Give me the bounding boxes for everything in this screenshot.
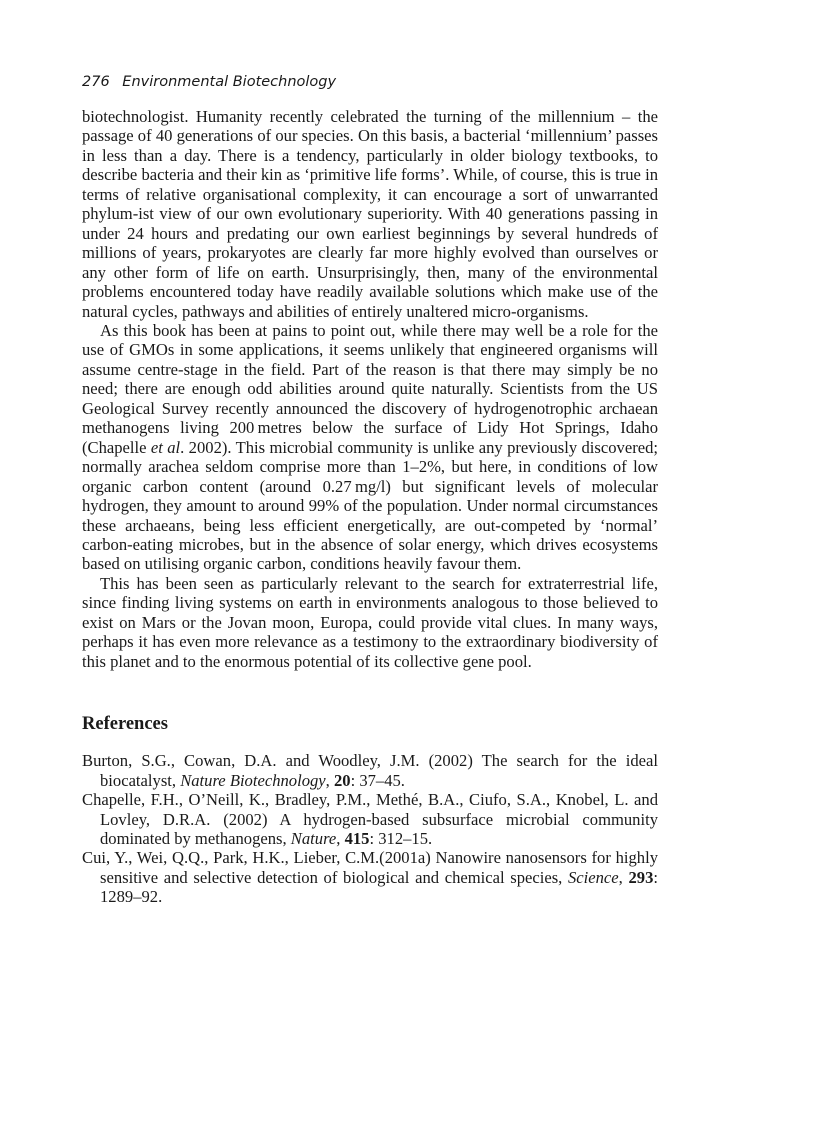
text-run: : 37–45. <box>350 770 405 790</box>
text-run: Chapelle, F.H., O’Neill, K., Bradley, P.M., Methé, B.A., Ciufo, S.A., Knobel, L. and Lovley, D.R.A. (2002) A hydrogen-based subsurface microbial community dominated by methanogens, <box>82 790 658 848</box>
text-run: Cui, Y., Wei, Q.Q., Park, H.K., Lieber, C.M.(2001a) Nanowire nanosensors for highly sensitive and selective detection of biological and chemical species, <box>82 848 658 887</box>
body-text <box>82 107 658 671</box>
bold-text: 20 <box>333 770 351 790</box>
text-run: : 1289–92. <box>100 867 659 907</box>
text-run: Burton, S.G., Cowan, D.A. and Woodley, J.M. (2002) The search for the ideal biocatalyst, <box>82 751 658 790</box>
references-heading: References <box>82 714 168 735</box>
reference-item <box>82 790 658 848</box>
text-run: , <box>325 770 334 790</box>
text-run: . 2002). This microbial community is unlike any previously discovered; normally arachea seldom comprise more than 1–2%, but here, in conditions of low organic carbon content (around 0.27 mg/l) but significant levels of molecular hydrogen, they amount to around 99% of the population. Under normal circumstances these archaeans, being less efficient energetically, are out-competed by ‘normal’ carbon-eating microbes, but in the absence of solar energy, which drives ecosystems based on utilising organic carbon, conditions heavily favour them. <box>82 437 658 574</box>
text-run: biotechnologist. Humanity recently celebrated the turning of the millennium – the passage of 40 generations of our species. On this basis, a bacterial ‘millennium’ passes in less than a day. There is a tendency, particularly in older biology textbooks, to describe bacteria and their kin as ‘primitive life forms’. While, of course, this is true in terms of relative organisational complexity, it can encourage a sort of unwarranted phylum-ist view of our own evolutionary superiority. With 40 generations passing in under 24 hours and predating our own earliest beginnings by several hundreds of millions of years, prokaryotes are clearly far more highly evolved than ourselves or any other form of life on earth. Unsurprisingly, then, many of the environmental problems encountered today have readily available solutions which make use of the natural cycles, pathways and abilities of entirely unaltered micro-organisms. <box>82 107 658 321</box>
reference-item <box>82 751 658 790</box>
text-run: As this book has been at pains to point out, while there may well be a role for the use of GMOs in some applications, it seems unlikely that engineered organisms will assume centre-stage in the field. Part of the reason is that there may simply be no need; there are enough odd abilities around quite naturally. Scientists from the US Geological Survey recently announced the discovery of hydrogenotrophic archaean methanogens living 200 metres below the surface of Lidy Hot Springs, Idaho (Chapelle <box>82 320 658 457</box>
reference-item <box>82 848 658 906</box>
running-head <box>82 72 658 92</box>
reference-list <box>82 751 658 907</box>
text-run: , <box>336 828 345 848</box>
text-run: , <box>618 867 629 887</box>
paragraph-3 <box>82 574 658 671</box>
paragraph-1 <box>82 107 658 321</box>
text-run: This has been seen as particularly relevant to the search for extraterrestrial life, since finding living systems on earth in environments analogous to those believed to exist on Mars or the Jovan moon, Europa, could provide vital clues. In many ways, perhaps it has even more relevance as a testimony to the extraordinary biodiversity of this planet and to the enormous potential of its collective gene pool. <box>82 573 658 671</box>
page-number: 276 <box>82 74 110 90</box>
paragraph-2 <box>82 321 658 574</box>
italic-text: Nature Biotechnology <box>180 770 326 790</box>
page <box>82 72 658 907</box>
text-run: : 312–15. <box>369 828 433 848</box>
italic-text: et al <box>150 437 181 457</box>
italic-text: Science <box>568 867 619 887</box>
italic-text: Nature <box>290 828 337 848</box>
bold-text: 415 <box>344 828 370 848</box>
book-title: Environmental Biotechnology <box>122 74 337 90</box>
bold-text: 293 <box>628 867 654 887</box>
